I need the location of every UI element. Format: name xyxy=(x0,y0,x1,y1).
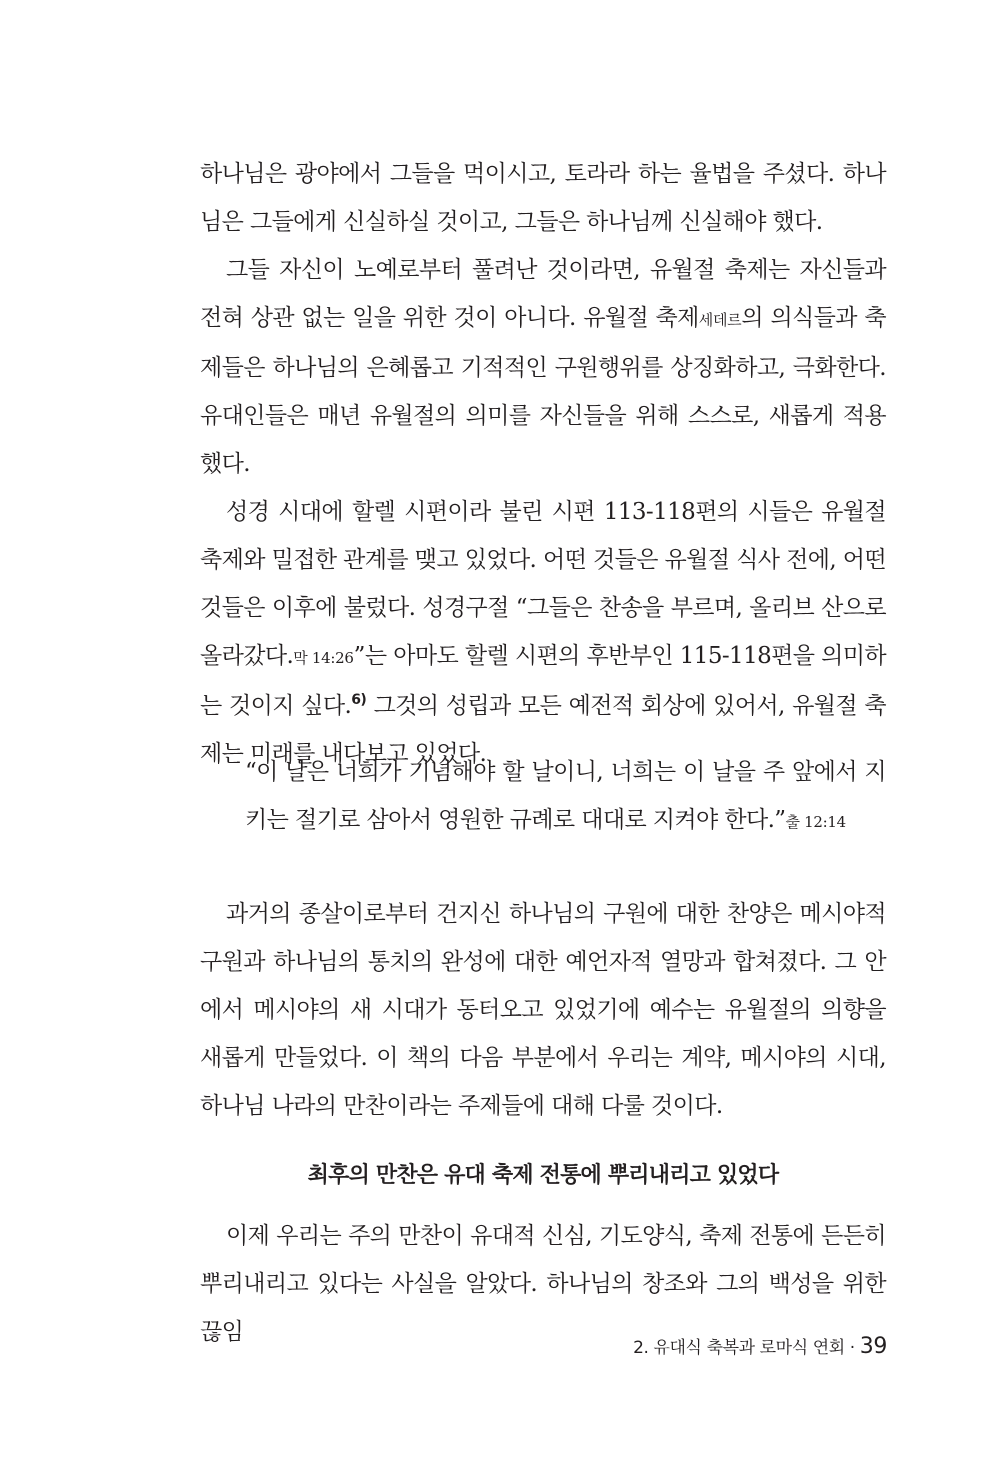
paragraph-text: ”는 아마도 할렐 시편의 후반부인 115-118편을 의미하는 것이지 싶다. xyxy=(200,643,887,719)
paragraph: 과거의 종살이로부터 건지신 하나님의 구원에 대한 찬양은 메시야적 구원과 하나님의 통치의 완성에 대한 예언자적 열망과 합쳐졌다. 그 안에서 메시야의 새 시대가 동터오고 있었기에 예수는 유월절의 의향을 새롭게 만들었다. 이 책의 다음 부분에서 우리는 계약, 메시야의 시대, 하나님 나라의 만찬이라는 주제들에 대해 다룰 것이다. xyxy=(200,901,886,1119)
paragraph: 하나님은 광야에서 그들을 먹이시고, 토라라 하는 율법을 주셨다. 하나님은 그들에게 신실하실 것이고, 그들은 하나님께 신실해야 했다. xyxy=(200,161,886,235)
chapter-title: 2. 유대식 축복과 로마식 연회 · xyxy=(633,1338,860,1358)
paragraph xyxy=(200,246,886,488)
running-footer xyxy=(633,1333,887,1359)
section-heading: 최후의 만찬은 유대 축제 전통에 뿌리내리고 있었다 xyxy=(307,1163,779,1188)
paragraph-text: 성경 시대에 할렐 시편이라 불린 시편 113-118편의 시들은 유월절 축제와 밀접한 관계를 맺고 있었다. 어떤 것들은 유월절 식사 전에, 어떤 것들은 이후에 불렀다. 성경구절 “그들은 찬송을 부르며, 올리브 산으로 올라갔다. xyxy=(200,499,886,669)
footnote-marker: 6) xyxy=(351,692,367,708)
page-number: 39 xyxy=(859,1334,887,1359)
inline-gloss: 세데르 xyxy=(698,311,742,329)
paragraph-text: 그것의 성립과 모든 예전적 회상에 있어서, 유월절 축제는 미래를 내다보고 있었다. xyxy=(200,693,886,767)
body-text-block xyxy=(200,890,886,1130)
paragraph: 이제 우리는 주의 만찬이 유대적 신심, 기도양식, 축제 전통에 든든히 뿌리내리고 있다는 사실을 알았다. 하나님의 창조와 그의 백성을 위한 끊임 xyxy=(200,1223,886,1345)
block-quote xyxy=(245,748,886,846)
paragraph-text: 의 의식들과 축제들은 하나님의 은혜롭고 기적적인 구원행위를 상징화하고, 극화한다. 유대인들은 매년 유월절의 의미를 자신들을 위해 스스로, 새롭게 적용했다. xyxy=(200,305,886,477)
quote-paragraph xyxy=(245,748,886,846)
quote-text: “이 날은 너희가 기념해야 할 날이니, 너희는 이 날을 주 앞에서 지키는 절기로 삼아서 영원한 규례로 대대로 지켜야 한다.” xyxy=(245,759,886,833)
scripture-reference: 출 12:14 xyxy=(785,813,846,831)
paragraph xyxy=(200,488,886,778)
scripture-reference: 막 14:26 xyxy=(293,649,354,667)
paragraph-text: 그들 자신이 노예로부터 풀려난 것이라면, 유월절 축제는 자신들과 전혀 상관 없는 일을 위한 것이 아니다. 유월절 축제 xyxy=(200,257,886,331)
body-text-block xyxy=(200,150,886,778)
